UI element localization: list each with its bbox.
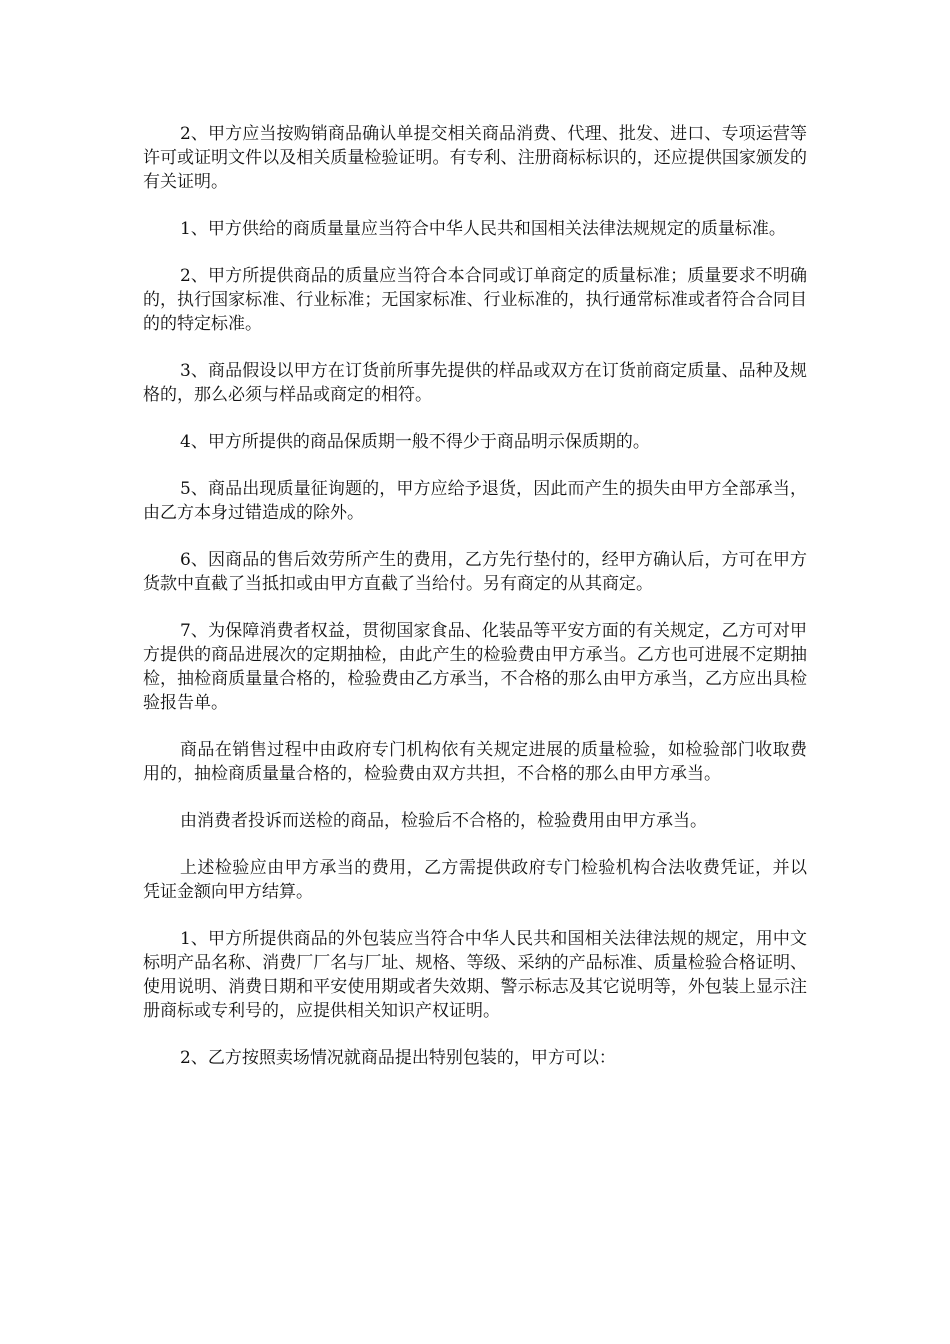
paragraph-8: 7、为保障消费者权益，贯彻国家食品、化装品等平安方面的有关规定，乙方可对甲方提供的商品进展次的定期抽检，由此产生的检验费由甲方承当。乙方也可进展不定期抽检，抽检商质量量合格的，检验费由乙方承当，不合格的那么由甲方承当，乙方应出具检验报告单。 — [143, 621, 807, 713]
paragraph-5: 4、甲方所提供的商品保质期一般不得少于商品明示保质期的。 — [180, 432, 650, 452]
paragraph-12: 1、甲方所提供商品的外包装应当符合中华人民共和国相关法律法规的规定，用中文标明产品名称、消费厂厂名与厂址、规格、等级、采纳的产品标准、质量检验合格证明、使用说明、消费日期和平安使用期或者失效期、警示标志及其它说明等，外包装上显示注册商标或专利号的，应提供相关知识产权证明。 — [143, 929, 807, 1021]
document-body — [143, 122, 807, 1093]
paragraph-11: 上述检验应由甲方承当的费用，乙方需提供政府专门检验机构合法收费凭证，并以凭证金额向甲方结算。 — [143, 858, 807, 902]
paragraph-6: 5、商品出现质量征询题的，甲方应给予退货，因此而产生的损失由甲方全部承当，由乙方本身过错造成的除外。 — [143, 479, 807, 523]
paragraph-3: 2、甲方所提供商品的质量应当符合本合同或订单商定的质量标准；质量要求不明确的，执行国家标准、行业标准；无国家标准、行业标准的，执行通常标准或者符合合同目的的特定标准。 — [143, 266, 807, 334]
paragraph-13: 2、乙方按照卖场情况就商品提出特别包装的，甲方可以： — [180, 1048, 616, 1068]
paragraph-2: 1、甲方供给的商质量量应当符合中华人民共和国相关法律法规规定的质量标准。 — [180, 219, 786, 239]
paragraph-4: 3、商品假设以甲方在订货前所事先提供的样品或双方在订货前商定质量、品种及规格的，那么必须与样品或商定的相符。 — [143, 361, 807, 405]
paragraph-1: 2、甲方应当按购销商品确认单提交相关商品消费、代理、批发、进口、专项运营等许可或证明文件以及相关质量检验证明。有专利、注册商标标识的，还应提供国家颁发的有关证明。 — [143, 124, 807, 192]
paragraph-9: 商品在销售过程中由政府专门机构依有关规定进展的质量检验，如检验部门收取费用的，抽检商质量量合格的，检验费由双方共担，不合格的那么由甲方承当。 — [143, 740, 807, 784]
paragraph-10: 由消费者投诉而送检的商品，检验后不合格的，检验费用由甲方承当。 — [180, 811, 707, 831]
paragraph-7: 6、因商品的售后效劳所产生的费用，乙方先行垫付的，经甲方确认后，方可在甲方货款中直截了当抵扣或由甲方直截了当给付。另有商定的从其商定。 — [143, 550, 807, 594]
